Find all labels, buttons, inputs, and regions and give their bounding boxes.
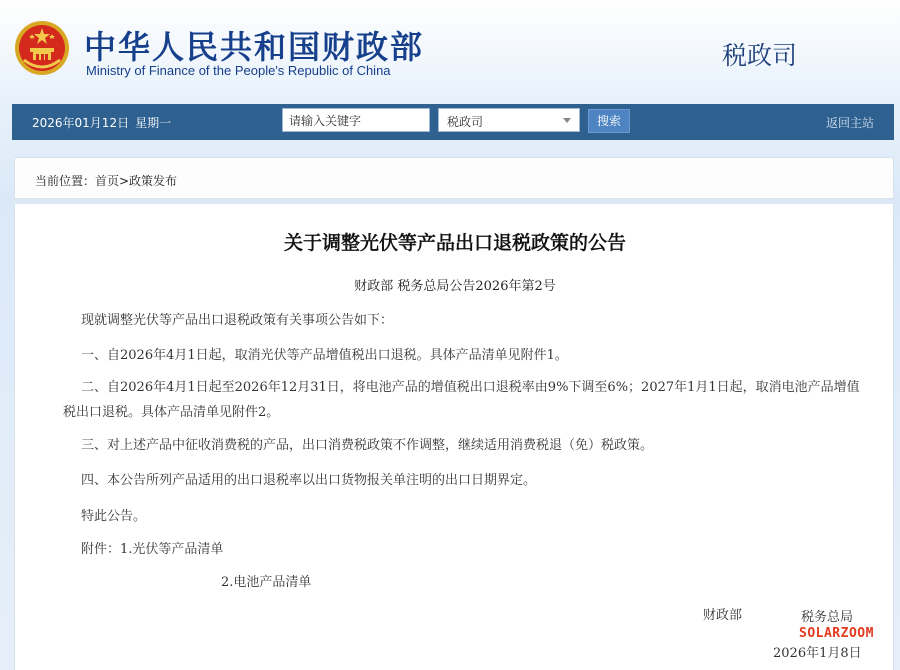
breadcrumb[interactable]: 当前位置：首页>政策发布 [35,174,178,188]
search-input[interactable] [282,108,430,132]
article-paragraph: 三、对上述产品中征收消费税的产品，出口消费税政策不作调整，继续适用消费税退（免）税政策。 [81,438,654,453]
site-title-en[interactable]: Ministry of Finance of the People's Republic of China [86,63,391,78]
weekday-text: 星期一 [135,116,172,130]
national-emblem-icon[interactable] [14,20,70,76]
current-date [32,114,171,131]
site-header [0,0,900,100]
search-button[interactable]: 搜索 [588,109,630,133]
department-select[interactable] [438,108,580,132]
article-paragraph: 二、自2026年4月1日起至2026年12月31日，将电池产品的增值税出口退税率由9%下调至6%；2027年1月1日起，取消电池产品增值税出口退税。具体产品清单见附件2。 [63,380,860,420]
date-text: 2026年01月12日 [32,116,130,130]
article-content [14,204,894,670]
article-paragraph: 四、本公告所列产品适用的出口退税率以出口货物报关单注明的出口日期界定。 [81,473,537,488]
breadcrumb-bar [14,157,894,199]
back-home-link[interactable]: 返回主站 [826,116,875,130]
department-name: 税政司 [722,41,798,70]
article-paragraph: 特此公告。 [81,509,147,524]
watermark: SOLARZOOM [799,626,874,641]
article-paragraph: 一、自2026年4月1日起，取消光伏等产品增值税出口退税。具体产品清单见附件1。 [81,348,568,363]
signature-ministry: 财政部 [703,608,743,623]
signature-tax-bureau: 税务总局 [801,610,854,625]
select-value: 税政司 [447,115,484,129]
nav-bar [12,104,894,140]
chevron-down-icon [563,118,571,123]
attachment-link[interactable]: 2.电池产品清单 [221,575,312,590]
article-paragraph: 现就调整光伏等产品出口退税政策有关事项公告如下： [81,313,394,328]
site-title-cn[interactable]: 中华人民共和国财政部 [84,28,425,66]
article-subtitle: 财政部 税务总局公告2026年第2号 [354,279,556,294]
attachment-link[interactable]: 附件：1.光伏等产品清单 [81,542,224,557]
article-title: 关于调整光伏等产品出口退税政策的公告 [283,232,626,254]
signature-date: 2026年1月8日 [773,646,862,661]
